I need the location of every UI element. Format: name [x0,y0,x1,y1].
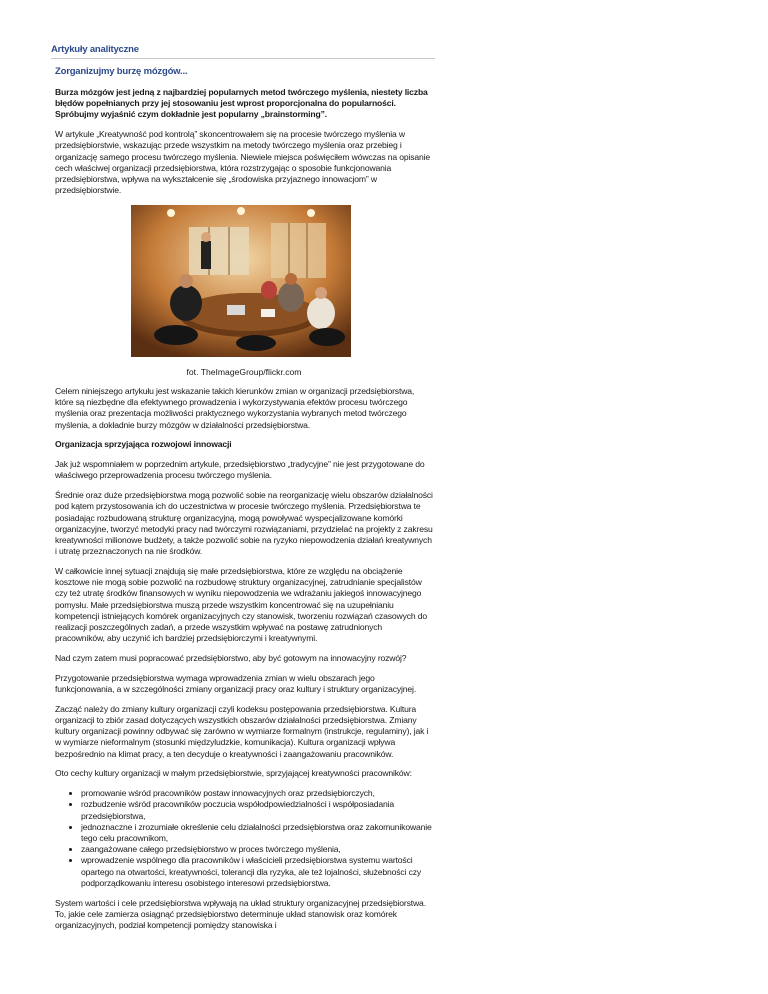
intro-paragraph: W artykule „Kreatywność pod kontrolą” skoncentrowałem się na procesie twórczego myślenia w przedsiębiorstwie, wskazując przede wszystkim na metody twórczego myślenia oraz przebieg i organizację samego procesu twórczego myślenia. Niewiele miejsca poświęciłem wówczas na opisanie cech właściwej organizacji przedsiębiorstwa, która rozstrzygając o sposobie funkcjonowania przedsiębiorstwa, wpływa na wykształcenie się „środowiska przyjaznego innowacjom” w przedsiębiorstwie. [55,129,431,196]
article-title[interactable]: Zorganizujmy burzę mózgów... [55,66,188,77]
purpose-paragraph: Celem niniejszego artykułu jest wskazanie takich kierunków zmian w organizacji przedsiębiorstwa, które są niezbędne dla efektywnego prowadzenia i wykorzystywania efektów procesu twórczego myślenia oraz prezentacja możliwości praktycznego wykorzystania wybranych metod twórczego myślenia, a dokładnie burzy mózgów w działalności przedsiębiorstwa. [55,386,415,430]
paragraph-7: Oto cechy kultury organizacji w małym przedsiębiorstwie, sprzyjającej kreatywności pracowników: [55,768,412,779]
list-item: • zaangażowane całego przedsiębiorstwo w proces twórczego myślenia, [81,844,433,855]
paragraph-4: Nad czym zatem musi popracować przedsiębiorstwo, aby być gotowym na innowacyjny rozwój? [55,653,407,664]
paragraph-8: System wartości i cele przedsiębiorstwa wpływają na układ struktury organizacyjnej przedsiębiorstwa. To, jakie cele zamierza osiągnąć przedsiębiorstwo determinuje układ stanowisk oraz komórek organizacyjnych, podział kompetencji pomiędzy stanowiska i [55,897,426,931]
section-divider [51,58,435,59]
article-photo [131,205,351,357]
paragraph-6: Zacząć należy do zmiany kultury organizacji czyli kodeksu postępowania przedsiębiorstwa. Kultura organizacji to zbiór zasad dotyczących wszystkich obszarów działalności przedsiębiorstwa. Zmiany kultury organizacji powinny odbywać się zarówno w wymiarze formalnym (instrukcje, regulaminy), jak i w wymiarze nieformalnym (stosunki międzyludzkie, komunikacja). Kultura organizacji wpływa bezpośrednio na klimat pracy, a ten decyduje o kreatywności i zaangażowaniu pracowników. [55,703,429,759]
list-item: • rozbudzenie wśród pracowników poczucia współodpowiedzialności i współposiadania przedsiębiorstwa, [81,799,433,821]
article-body [55,87,433,940]
meeting-photo [131,205,351,357]
list-item: • promowanie wśród pracowników postaw innowacyjnych oraz przedsiębiorczych, [81,788,433,799]
subheading: Organizacja sprzyjająca rozwojowi innowacji [55,439,232,450]
paragraph-3: W całkowicie innej sytuacji znajdują się małe przedsiębiorstwa, które ze względu na obciążenie kosztowe nie mogą sobie pozwolić na rozbudowę struktury organizacyjnej, zatrudnianie specjalistów czy też utratę środków finansowych w wyniku niepowodzenia we wdrażaniu jakiegoś innowacyjnego pomysłu. Małe przedsiębiorstwa muszą przede wszystkim koncentrować się na uzupełnianiu kompetencji istniejących komórek organizacyjnych czy stanowisk, tworzeniu rozwiązań czasowych do realizacji poszczególnych zadań, a przede wszystkim wpływać na postawę zatrudnionych pracowników, aby uczynić ich bardziej przedsiębiorczymi i kreatywnymi. [55,566,428,644]
culture-features-list [55,788,433,889]
paragraph-1: Jak już wspomniałem w poprzednim artykule, przedsiębiorstwo „tradycyjne” nie jest przygotowane do właściwego przeprowadzenia procesu twórczego myślenia. [55,459,425,481]
photo-caption: fot. TheImageGroup/flickr.com [186,367,302,378]
article-lead: Burza mózgów jest jedną z najbardziej popularnych metod twórczego myślenia, niestety liczba błędów popełnianych przy jej stosowaniu jest wprost proporcjonalna do popularności. Spróbujmy wyjaśnić czym dokładnie jest popularny „brainstorming”. [55,87,428,120]
paragraph-5: Przygotowanie przedsiębiorstwa wymaga wprowadzenia zmian w wielu obszarach jego funkcjonowania, a w szczególności zmiany organizacji pracy oraz kultury i struktury organizacyjnej. [55,672,417,695]
list-item: • wprowadzenie wspólnego dla pracowników i właścicieli przedsiębiorstwa systemu wartości opartego na otwartości, kreatywności, tolerancji dla ryzyka, ale też lojalności, służebności czy podporządkowaniu interesu osobistego interesowi przedsiębiorstwa. [81,855,433,889]
paragraph-2: Średnie oraz duże przedsiębiorstwa mogą pozwolić sobie na reorganizację wielu obszarów działalności pod kątem przystosowania ich do uczestnictwa w procesie twórczego myślenia. Przedsiębiorstwa te posiadając rozbudowaną strukturę organizacyjną, mogą powoływać wyspecjalizowane komórki organizacyjne, tworzyć metodyki pracy nad twórczymi rozwiązaniami, przydzielać na projekty z zakresu kreatywności milionowe budżety, a także pozwolić sobie na ryzyko niepowodzenia działań kreatywnych i utratę przeznaczonych na nie środków. [55,490,433,557]
section-title[interactable]: Artykuły analityczne [51,44,139,55]
list-item: • jednoznaczne i zrozumiałe określenie celu działalności przedsiębiorstwa oraz zakomunikowanie tego celu pracownikom, [81,822,433,844]
